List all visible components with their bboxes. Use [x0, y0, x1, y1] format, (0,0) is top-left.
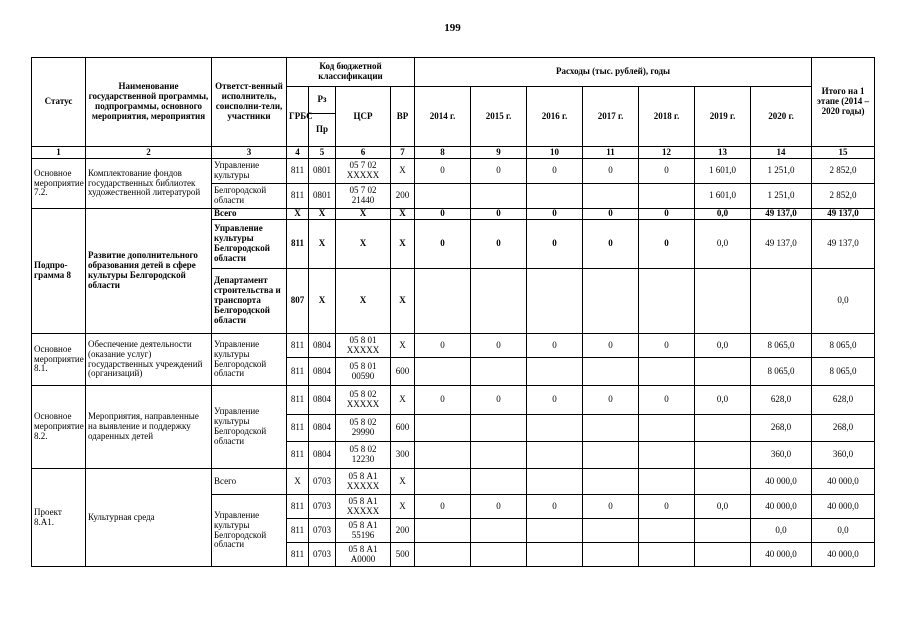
cell-value	[415, 269, 471, 334]
row-status: Основное мероприятие 8.2.	[32, 386, 86, 469]
cell-value: 0	[639, 334, 695, 358]
cell-value	[639, 442, 695, 469]
cell-value: 0	[527, 209, 583, 220]
cell-value	[415, 543, 471, 567]
cell-total: 40 000,0	[812, 495, 875, 519]
header-row	[32, 58, 875, 87]
column-number: 4	[287, 147, 309, 159]
cell-value	[471, 415, 527, 442]
cell-value: 0	[639, 495, 695, 519]
cell-rz: X	[309, 209, 336, 220]
cell-value: 268,0	[751, 415, 812, 442]
cell-value	[583, 269, 639, 334]
cell-value	[695, 358, 751, 386]
column-numbers-row	[32, 147, 875, 159]
cell-total: 40 000,0	[812, 543, 875, 567]
cell-value: 0,0	[695, 220, 751, 269]
column-number: 13	[695, 147, 751, 159]
header-responsible: Ответст-венный исполнитель, соисполни-тели, участники	[212, 58, 287, 147]
cell-value	[415, 415, 471, 442]
cell-csr: X	[336, 269, 391, 334]
cell-grbs: 807	[287, 269, 309, 334]
header-csr: ЦСР	[336, 87, 391, 147]
cell-grbs: X	[287, 209, 309, 220]
header-year: 2015 г.	[471, 87, 527, 147]
cell-value: 0	[471, 386, 527, 415]
column-number: 5	[309, 147, 336, 159]
cell-value	[527, 442, 583, 469]
page-number: 199	[444, 22, 461, 34]
cell-grbs: 811	[287, 495, 309, 519]
cell-value	[639, 358, 695, 386]
cell-rz: 0804	[309, 334, 336, 358]
cell-value	[527, 184, 583, 209]
cell-grbs: 811	[287, 358, 309, 386]
cell-value: 0	[415, 334, 471, 358]
row-responsible: Департамент строительства и транспорта Белгородской области	[212, 269, 287, 334]
row-responsible: Всего	[212, 469, 287, 495]
column-number: 11	[583, 147, 639, 159]
row-name: Культурная среда	[86, 469, 212, 567]
cell-value: 1 601,0	[695, 184, 751, 209]
cell-value	[415, 358, 471, 386]
cell-value	[471, 519, 527, 543]
cell-value: 0	[583, 334, 639, 358]
column-number: 14	[751, 147, 812, 159]
cell-value: 0	[583, 386, 639, 415]
cell-value: 0	[527, 386, 583, 415]
cell-value	[471, 442, 527, 469]
cell-grbs: 811	[287, 543, 309, 567]
cell-value: 0	[639, 220, 695, 269]
cell-grbs: 811	[287, 415, 309, 442]
cell-value	[583, 415, 639, 442]
cell-value	[639, 415, 695, 442]
cell-total: 0,0	[812, 269, 875, 334]
cell-value: 360,0	[751, 442, 812, 469]
header-year: 2017 г.	[583, 87, 639, 147]
row-name: Комплектование фондов государственных библиотек художественной литературой	[86, 159, 212, 209]
cell-total: 40 000,0	[812, 469, 875, 495]
cell-value: 49 137,0	[751, 209, 812, 220]
cell-value: 40 000,0	[751, 469, 812, 495]
cell-value	[471, 269, 527, 334]
cell-csr: 05 7 02 21440	[336, 184, 391, 209]
cell-csr: 05 8 02 29990	[336, 415, 391, 442]
cell-value	[695, 519, 751, 543]
row-responsible: Управление культуры Белгородской области	[212, 334, 287, 386]
table-row	[32, 469, 875, 495]
cell-vr: X	[391, 269, 415, 334]
cell-value: 0	[527, 495, 583, 519]
cell-value: 0	[527, 220, 583, 269]
cell-value	[415, 519, 471, 543]
budget-table	[31, 57, 875, 567]
cell-value	[695, 442, 751, 469]
cell-grbs: 811	[287, 159, 309, 184]
cell-total: 360,0	[812, 442, 875, 469]
cell-value: 0	[527, 159, 583, 184]
table-row	[32, 334, 875, 358]
cell-grbs: 811	[287, 220, 309, 269]
row-responsible: Управление культуры Белгородской области	[212, 220, 287, 269]
cell-value: 0,0	[695, 334, 751, 358]
header-rz: Рз	[309, 87, 336, 114]
cell-vr: X	[391, 159, 415, 184]
cell-value: 40 000,0	[751, 495, 812, 519]
cell-value	[583, 358, 639, 386]
cell-value	[471, 469, 527, 495]
cell-grbs: 811	[287, 184, 309, 209]
cell-value	[471, 543, 527, 567]
cell-value: 8 065,0	[751, 334, 812, 358]
cell-value	[527, 415, 583, 442]
cell-value: 0	[471, 495, 527, 519]
cell-value: 0,0	[695, 495, 751, 519]
cell-value: 0	[639, 386, 695, 415]
column-number: 6	[336, 147, 391, 159]
cell-value	[583, 469, 639, 495]
cell-vr: X	[391, 386, 415, 415]
column-number: 9	[471, 147, 527, 159]
cell-csr: X	[336, 220, 391, 269]
cell-value	[639, 519, 695, 543]
cell-rz: 0804	[309, 386, 336, 415]
row-responsible: Белгородской области	[212, 184, 287, 209]
cell-rz: 0703	[309, 519, 336, 543]
cell-value: 0	[639, 209, 695, 220]
column-number: 3	[212, 147, 287, 159]
table-row	[32, 159, 875, 184]
cell-value: 0	[583, 495, 639, 519]
cell-csr: 05 8 01 00590	[336, 358, 391, 386]
cell-csr: X	[336, 209, 391, 220]
header-year: 2014 г.	[415, 87, 471, 147]
cell-vr: 200	[391, 519, 415, 543]
cell-vr: 600	[391, 358, 415, 386]
cell-rz: 0703	[309, 543, 336, 567]
cell-value: 0	[415, 386, 471, 415]
header-total: Итого на 1 этапе (2014 – 2020 годы)	[812, 58, 875, 147]
cell-total: 49 137,0	[812, 209, 875, 220]
row-status: Основное мероприятие 7.2.	[32, 159, 86, 209]
cell-value	[639, 269, 695, 334]
cell-value	[527, 269, 583, 334]
cell-value	[639, 184, 695, 209]
cell-value: 0,0	[695, 209, 751, 220]
cell-csr: 05 7 02 XXXXX	[336, 159, 391, 184]
cell-total: 628,0	[812, 386, 875, 415]
column-number: 12	[639, 147, 695, 159]
header-grbs: ГРБС	[287, 87, 309, 147]
cell-value	[471, 184, 527, 209]
cell-value	[695, 543, 751, 567]
table-row	[32, 386, 875, 415]
row-name: Обеспечение деятельности (оказание услуг) государственных учреждений (организаций)	[86, 334, 212, 386]
cell-value: 8 065,0	[751, 358, 812, 386]
cell-value	[695, 469, 751, 495]
cell-rz: 0801	[309, 184, 336, 209]
row-responsible: Управление культуры	[212, 159, 287, 184]
cell-csr: 05 8 А1 А0000	[336, 543, 391, 567]
cell-value: 0	[583, 159, 639, 184]
row-name: Развитие дополнительного образования детей в сфере культуры Белгородской области	[86, 209, 212, 334]
header-pr: Пр	[309, 114, 336, 147]
cell-value: 0	[471, 334, 527, 358]
cell-value	[415, 184, 471, 209]
cell-rz: 0804	[309, 358, 336, 386]
cell-total: 49 137,0	[812, 220, 875, 269]
cell-csr: 05 8 А1 55196	[336, 519, 391, 543]
column-number: 1	[32, 147, 86, 159]
cell-csr: 05 8 02 12230	[336, 442, 391, 469]
cell-value: 0	[639, 159, 695, 184]
cell-value: 628,0	[751, 386, 812, 415]
header-year: 2016 г.	[527, 87, 583, 147]
cell-value	[583, 519, 639, 543]
row-responsible: Управление культуры Белгородской области	[212, 495, 287, 567]
cell-vr: X	[391, 495, 415, 519]
cell-value	[751, 269, 812, 334]
cell-value: 0,0	[751, 519, 812, 543]
cell-value: 0	[415, 159, 471, 184]
cell-rz: X	[309, 220, 336, 269]
cell-value: 49 137,0	[751, 220, 812, 269]
cell-vr: X	[391, 469, 415, 495]
cell-value: 1 601,0	[695, 159, 751, 184]
row-responsible: Всего	[212, 209, 287, 220]
cell-value: 1 251,0	[751, 184, 812, 209]
cell-value: 0,0	[695, 386, 751, 415]
cell-value: 0	[415, 220, 471, 269]
cell-value	[415, 469, 471, 495]
cell-value: 40 000,0	[751, 543, 812, 567]
cell-grbs: 811	[287, 442, 309, 469]
cell-vr: X	[391, 334, 415, 358]
cell-value: 0	[583, 220, 639, 269]
column-number: 8	[415, 147, 471, 159]
cell-vr: 300	[391, 442, 415, 469]
cell-value	[583, 543, 639, 567]
cell-rz: X	[309, 269, 336, 334]
header-year: 2020 г.	[751, 87, 812, 147]
cell-value	[527, 543, 583, 567]
cell-grbs: 811	[287, 519, 309, 543]
row-responsible: Управление культуры Белгородской области	[212, 386, 287, 469]
column-number: 10	[527, 147, 583, 159]
cell-total: 2 852,0	[812, 159, 875, 184]
cell-value: 0	[471, 220, 527, 269]
cell-value	[695, 269, 751, 334]
cell-rz: 0804	[309, 442, 336, 469]
cell-vr: X	[391, 209, 415, 220]
header-name: Наименование государственной программы, подпрограммы, основного мероприятия, мероприятия	[86, 58, 212, 147]
cell-value: 0	[471, 209, 527, 220]
cell-value	[583, 442, 639, 469]
table-row	[32, 209, 875, 220]
cell-value: 0	[415, 495, 471, 519]
cell-value	[527, 358, 583, 386]
cell-rz: 0703	[309, 495, 336, 519]
cell-csr: 05 8 А1 XXXXX	[336, 495, 391, 519]
column-number: 15	[812, 147, 875, 159]
cell-value	[583, 184, 639, 209]
row-name: Мероприятия, направленные на выявление и поддержку одаренных детей	[86, 386, 212, 469]
cell-value: 0	[415, 209, 471, 220]
header-expenses: Расходы (тыс. рублей), годы	[415, 58, 812, 87]
header-year: 2018 г.	[639, 87, 695, 147]
cell-vr: 600	[391, 415, 415, 442]
cell-value	[639, 543, 695, 567]
cell-value	[471, 358, 527, 386]
cell-grbs: X	[287, 469, 309, 495]
cell-total: 268,0	[812, 415, 875, 442]
cell-total: 0,0	[812, 519, 875, 543]
row-status: Основное мероприятие 8.1.	[32, 334, 86, 386]
header-year: 2019 г.	[695, 87, 751, 147]
cell-value: 0	[583, 209, 639, 220]
row-status: Подпро-грамма 8	[32, 209, 86, 334]
cell-value	[639, 469, 695, 495]
cell-value	[527, 469, 583, 495]
column-number: 7	[391, 147, 415, 159]
cell-total: 8 065,0	[812, 358, 875, 386]
row-status: Проект 8.А1.	[32, 469, 86, 567]
cell-value: 1 251,0	[751, 159, 812, 184]
cell-rz: 0804	[309, 415, 336, 442]
cell-csr: 05 8 А1 XXXXX	[336, 469, 391, 495]
cell-rz: 0801	[309, 159, 336, 184]
cell-grbs: 811	[287, 386, 309, 415]
cell-total: 8 065,0	[812, 334, 875, 358]
cell-value	[527, 519, 583, 543]
header-vr: ВР	[391, 87, 415, 147]
cell-rz: 0703	[309, 469, 336, 495]
cell-value: 0	[527, 334, 583, 358]
cell-csr: 05 8 01 XXXXX	[336, 334, 391, 358]
header-budget-code: Код бюджетной классификации	[287, 58, 415, 87]
header-status: Статус	[32, 58, 86, 147]
cell-value: 0	[471, 159, 527, 184]
column-number: 2	[86, 147, 212, 159]
cell-total: 2 852,0	[812, 184, 875, 209]
cell-value	[695, 415, 751, 442]
cell-grbs: 811	[287, 334, 309, 358]
cell-vr: 200	[391, 184, 415, 209]
cell-vr: 500	[391, 543, 415, 567]
cell-value	[415, 442, 471, 469]
cell-vr: X	[391, 220, 415, 269]
cell-csr: 05 8 02 XXXXX	[336, 386, 391, 415]
